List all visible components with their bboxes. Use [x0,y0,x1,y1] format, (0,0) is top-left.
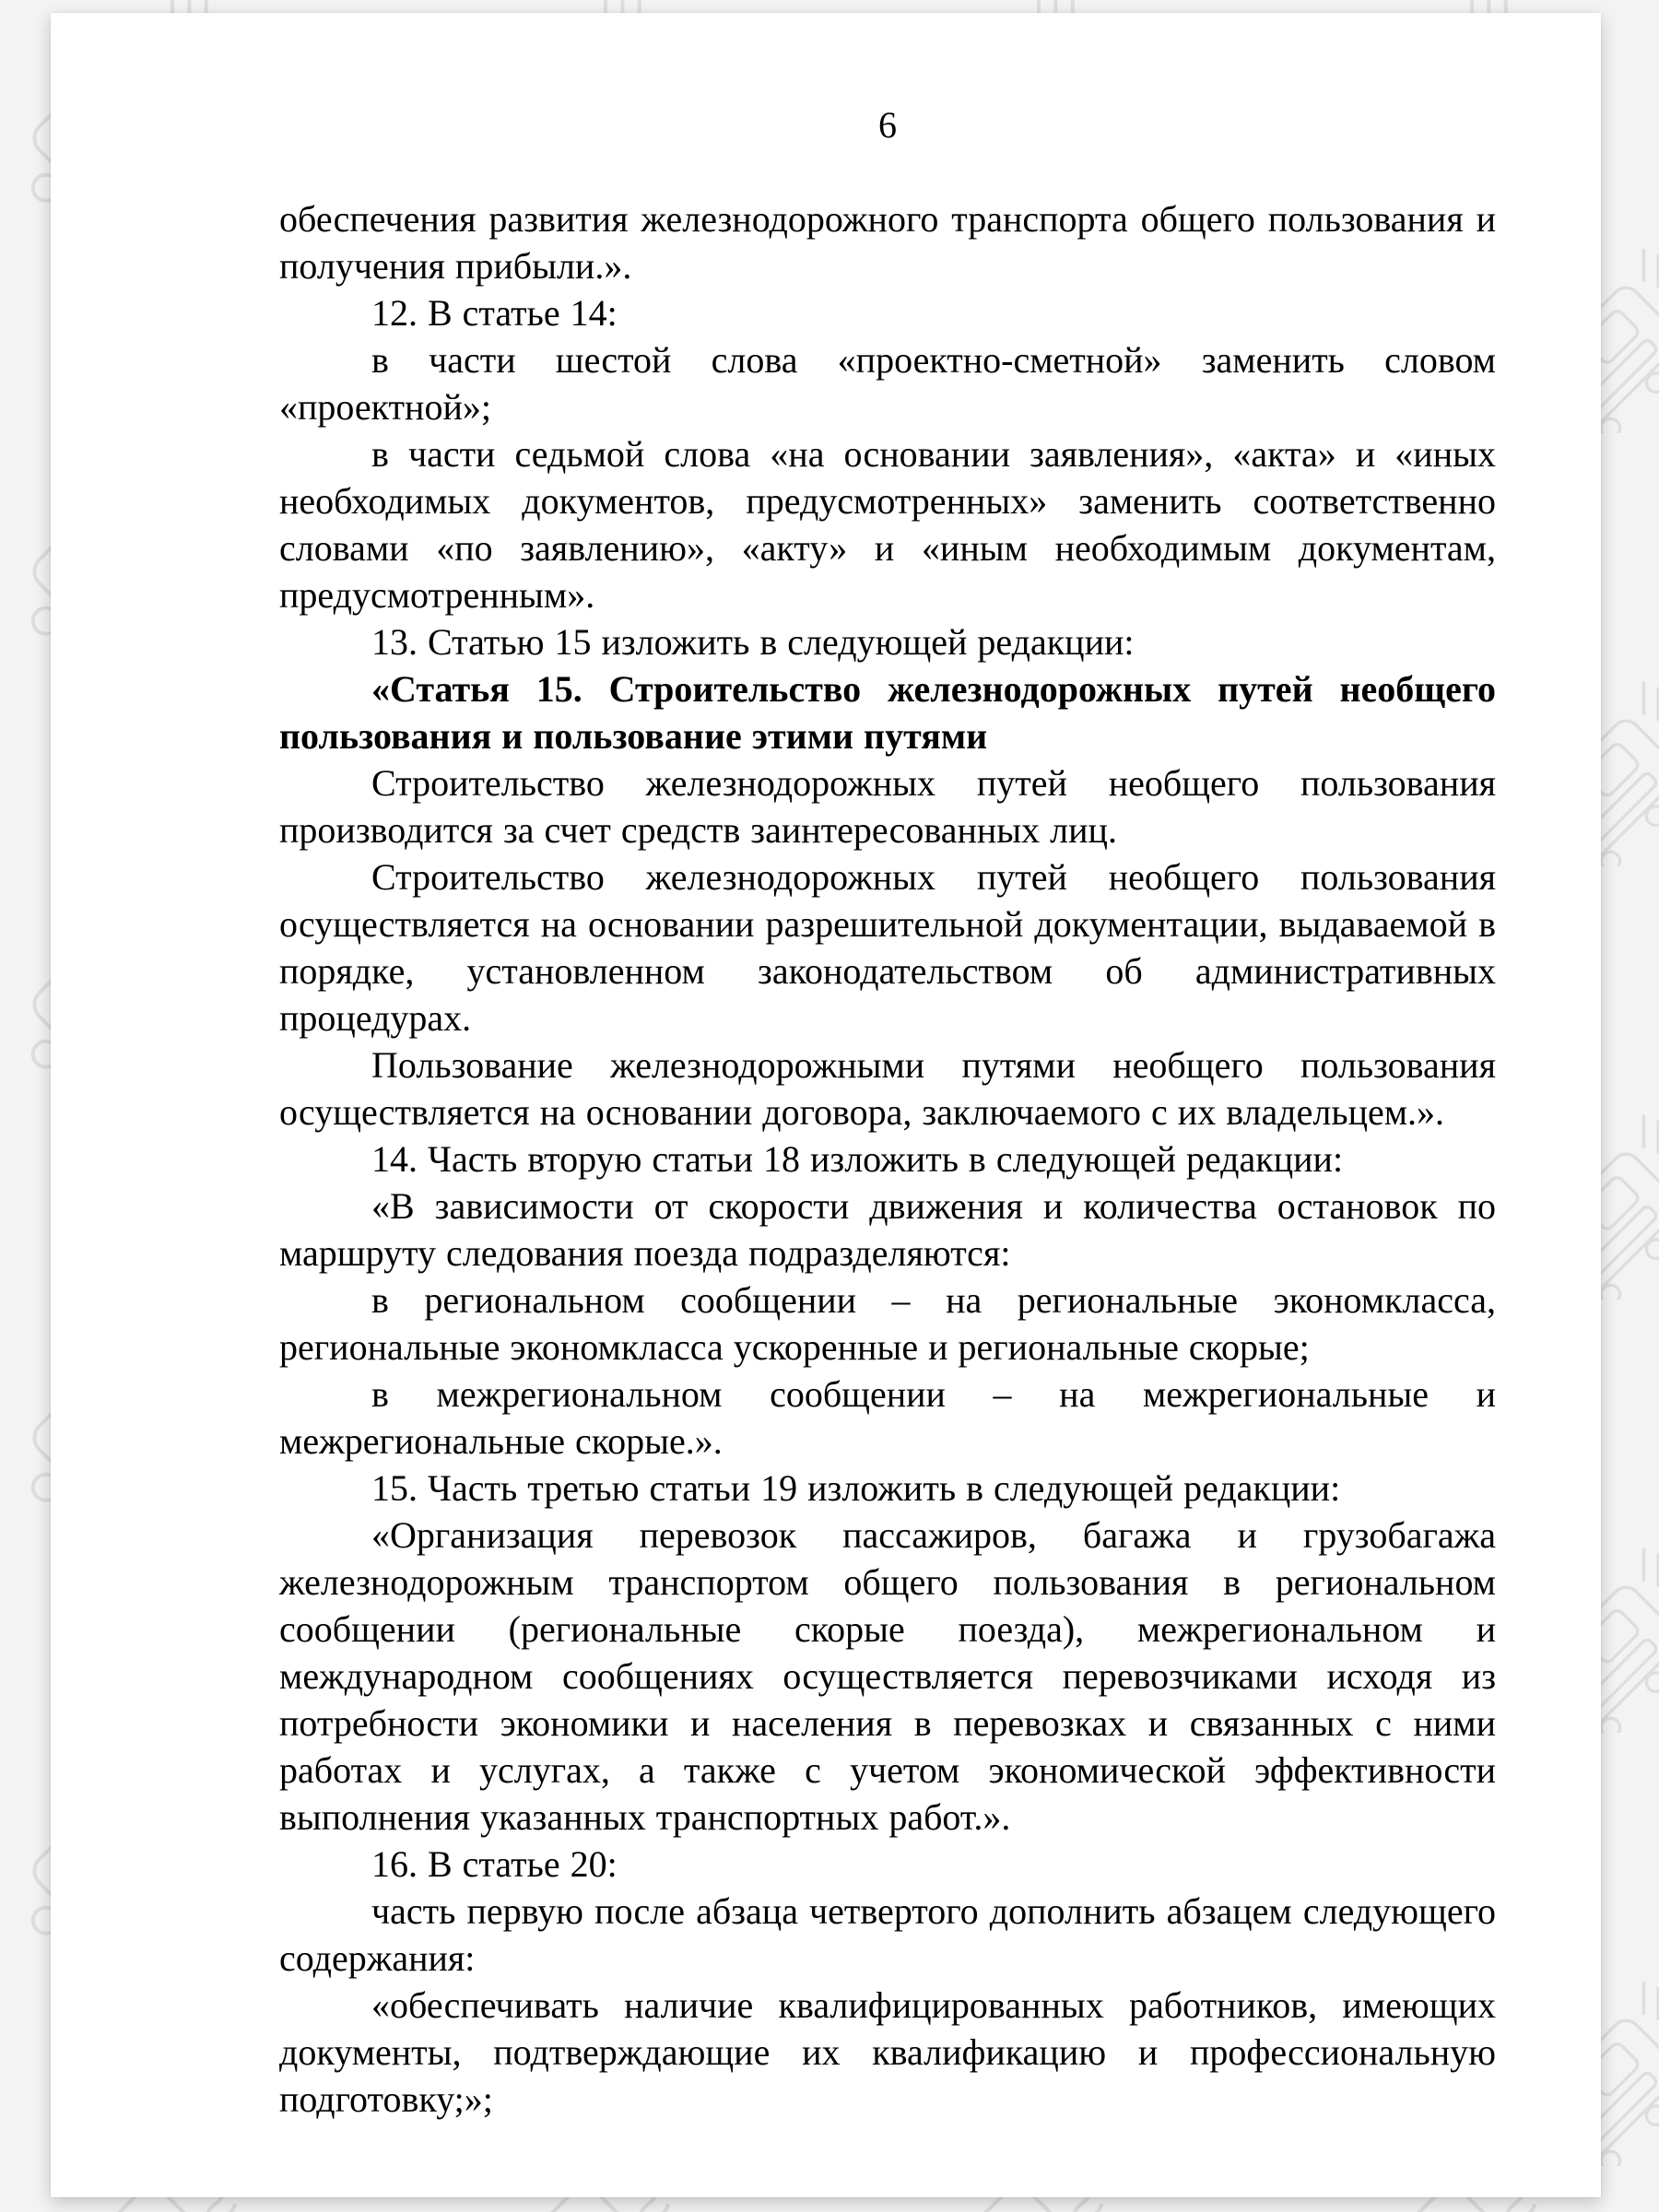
paragraph: 12. В статье 14: [371,292,618,334]
paragraph: часть первую после абзаца четвертого дополнить абзацем следующего содержания: [279,1890,1496,1979]
paragraph: Строительство железнодорожных путей необщего пользования производится за счет средств заинтересованных лиц. [279,762,1496,851]
paragraph: 15. Часть третью статьи 19 изложить в следующей редакции: [371,1467,1341,1509]
paragraph: «Организация перевозок пассажиров, багажа и грузобагажа железнодорожным транспортом общего пользования в региональном сообщении (региональные скорые поезда), межрегиональном и международном сообщениях осуществляется перевозчиками исходя из потребности экономики и населения в перевозках и связанных с ними работах и услугах, а также с учетом экономической эффективности выполнения указанных транспортных работ.». [279,1514,1496,1838]
paragraph: в региональном сообщении – на региональные экономкласса, региональные экономкласса ускоренные и региональные скорые; [279,1279,1496,1368]
paragraph: 14. Часть вторую статьи 18 изложить в следующей редакции: [371,1138,1344,1180]
paragraph: в части шестой слова «проектно-сметной» заменить словом «проектной»; [279,339,1496,428]
paragraph: в межрегиональном сообщении – на межрегиональные и межрегиональные скорые.». [279,1373,1496,1462]
paragraph: 13. Статью 15 изложить в следующей редакции: [371,621,1135,663]
paragraph: «обеспечивать наличие квалифицированных работников, имеющих документы, подтверждающие их квалификацию и профессиональную подготовку;»; [279,1984,1496,2120]
document-page [51,13,1601,2197]
page-number: 6 [878,104,897,146]
document-body [279,195,1496,2123]
paragraph-article-heading: «Статья 15. Строительство железнодорожных путей необщего пользования и пользование этими путями [279,668,1496,757]
paragraph: обеспечения развития железнодорожного транспорта общего пользования и получения прибыли.». [279,198,1496,287]
document-content [279,13,1496,2123]
paragraph: Пользование железнодорожными путями необщего пользования осуществляется на основании договора, заключаемого с их владельцем.». [279,1044,1496,1133]
paragraph: 16. В статье 20: [371,1843,618,1885]
paragraph: Строительство железнодорожных путей необщего пользования осуществляется на основании разрешительной документации, выдаваемой в порядке, установленном законодательством об административных процедурах. [279,856,1496,1039]
paragraph: в части седьмой слова «на основании заявления», «акта» и «иных необходимых документов, предусмотренных» заменить соответственно словами «по заявлению», «акту» и «иным необходимым документам, предусмотренным». [279,433,1496,616]
paragraph: «В зависимости от скорости движения и количества остановок по маршруту следования поезда подразделяются: [279,1185,1496,1274]
